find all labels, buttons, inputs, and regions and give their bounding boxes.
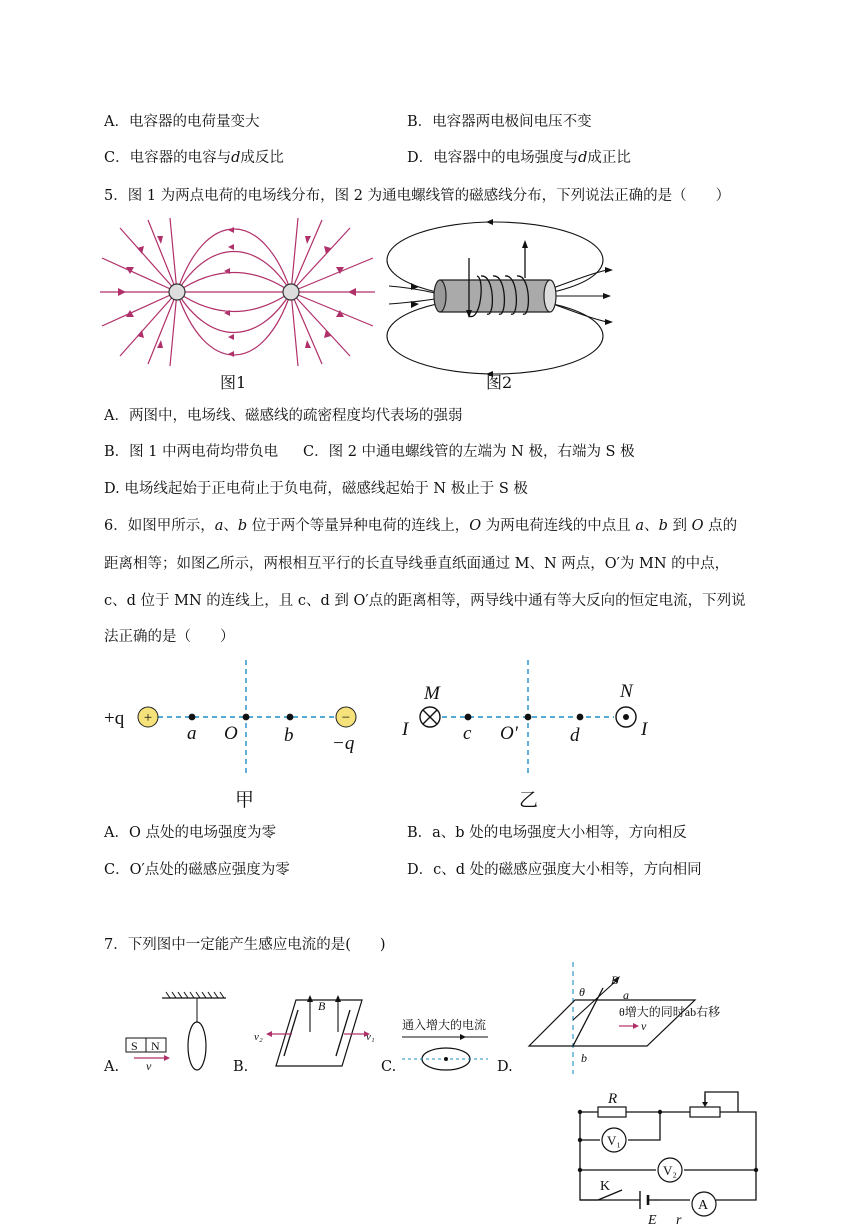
q6-stem-line-1: 6．如图甲所示，a、b 位于两个等量异种电荷的连线上，O 为两电荷连线的中点且 a、b 到 O 点的 — [104, 518, 738, 534]
svg-text:r: r — [676, 1213, 682, 1227]
svg-text:通入增大的电流: 通入增大的电流 — [402, 1018, 487, 1032]
q7-figure-d — [515, 962, 755, 1074]
svg-text:d: d — [570, 725, 580, 746]
q7-figure-a — [100, 988, 240, 1078]
q5-figure-1 — [100, 218, 375, 368]
svg-text:K: K — [600, 1179, 611, 1194]
svg-text:a: a — [187, 723, 197, 744]
q7-option-a-label: A. — [104, 1059, 120, 1075]
q6-option-a: A．O 点处的电场强度为零 — [104, 825, 276, 841]
svg-text:甲: 甲 — [235, 790, 255, 811]
q5-fig1-caption: 图1 — [220, 373, 247, 392]
q5-fig2-caption: 图2 — [486, 373, 513, 392]
q6-stem-line-2: 距离相等；如图乙所示，两根相互平行的长直导线垂直纸面通过 M、N 两点，O′为 MN 的中点， — [104, 556, 730, 572]
q7-figure-b — [250, 988, 380, 1078]
charge-left — [169, 284, 185, 300]
q5-option-d: D. 电场线起始于正电荷止于负电荷，磁感线起始于 N 极止于 S 极 — [104, 481, 528, 497]
svg-text:I: I — [402, 719, 409, 740]
q7-figure-c — [398, 1015, 508, 1077]
q5-option-b: B．图 1 中两电荷均带负电 — [104, 444, 279, 460]
svg-text:R: R — [608, 1091, 618, 1107]
svg-text:+: + — [143, 710, 153, 726]
q7-option-b-label: B. — [233, 1059, 249, 1075]
svg-text:N: N — [151, 1039, 160, 1053]
svg-text:M: M — [424, 683, 440, 704]
q5-option-c: C．图 2 中通电螺线管的左端为 N 极，右端为 S 极 — [303, 444, 635, 460]
svg-text:a: a — [623, 988, 629, 1002]
svg-text:O′: O′ — [500, 723, 518, 744]
q5-figure-2 — [385, 218, 615, 378]
q5-stem: 5．图 1 为两点电荷的电场线分布，图 2 为通电螺线管的磁感线分布，下列说法正确的是（ ） — [104, 188, 731, 204]
q6-stem-line-4: 法正确的是（ ） — [104, 629, 235, 645]
charge-right — [283, 284, 299, 300]
q6-option-d: D．c、d 处的磁感应强度大小相等，方向相同 — [407, 862, 702, 878]
q6-option-c: C．O′点处的磁感应强度为零 — [104, 862, 290, 878]
q5-option-a: A．两图中，电场线、磁感线的疏密程度均代表场的强弱 — [104, 408, 463, 424]
q6-option-b: B．a、b 处的电场强度大小相等，方向相反 — [407, 825, 687, 841]
circuit-diagram — [570, 1090, 765, 1227]
resistor-R — [598, 1107, 626, 1117]
q4-option-d: D．电容器中的电场强度与d成正比 — [407, 150, 631, 166]
svg-text:v₂: v₂ — [254, 1031, 263, 1043]
svg-text:v: v — [641, 1019, 647, 1033]
svg-text:V₁: V₁ — [607, 1133, 621, 1148]
q4-option-c: C．电容器的电容与d成反比 — [104, 150, 284, 166]
svg-text:+q: +q — [104, 708, 125, 729]
svg-text:O: O — [224, 723, 238, 744]
q6-stem-line-3: c、d 位于 MN 的连线上，且 c、d 到 O′点的距离相等，两导线中通有等大反向的恒定电流，下列说 — [104, 593, 746, 609]
rheostat — [690, 1107, 720, 1117]
svg-text:c: c — [463, 723, 472, 744]
svg-text:−q: −q — [332, 733, 355, 754]
svg-text:b: b — [284, 725, 294, 746]
svg-text:−: − — [341, 710, 351, 726]
svg-text:I: I — [641, 719, 648, 740]
q7-stem: 7．下列图中一定能产生感应电流的是( ) — [104, 937, 386, 953]
svg-text:V₂: V₂ — [663, 1163, 677, 1178]
solenoid-body — [434, 280, 556, 312]
electric-field-lines — [100, 218, 375, 366]
svg-text:B: B — [318, 999, 326, 1013]
svg-text:θ: θ — [579, 985, 585, 999]
current-into-page-icon — [420, 707, 440, 727]
svg-text:θ增大的同时ab右移: θ增大的同时ab右移 — [619, 1005, 721, 1019]
svg-text:A: A — [698, 1198, 709, 1213]
q6-figure-jia — [100, 655, 380, 815]
svg-text:N: N — [620, 681, 633, 702]
q6-figure-yi — [400, 655, 670, 815]
q4-option-b: B．电容器两电极间电压不变 — [407, 114, 592, 130]
svg-text:S: S — [131, 1039, 138, 1053]
svg-text:v₁: v₁ — [366, 1031, 375, 1043]
q4-option-a: A．电容器的电荷量变大 — [104, 114, 260, 130]
svg-text:v: v — [146, 1059, 152, 1073]
svg-text:乙: 乙 — [519, 790, 539, 811]
current-out-of-page-icon — [616, 707, 636, 727]
svg-text:b: b — [581, 1051, 587, 1065]
q7-option-c-label: C. — [381, 1059, 397, 1075]
q7-option-d-label: D. — [497, 1059, 513, 1075]
svg-text:B: B — [611, 973, 619, 987]
svg-text:E: E — [648, 1213, 657, 1227]
